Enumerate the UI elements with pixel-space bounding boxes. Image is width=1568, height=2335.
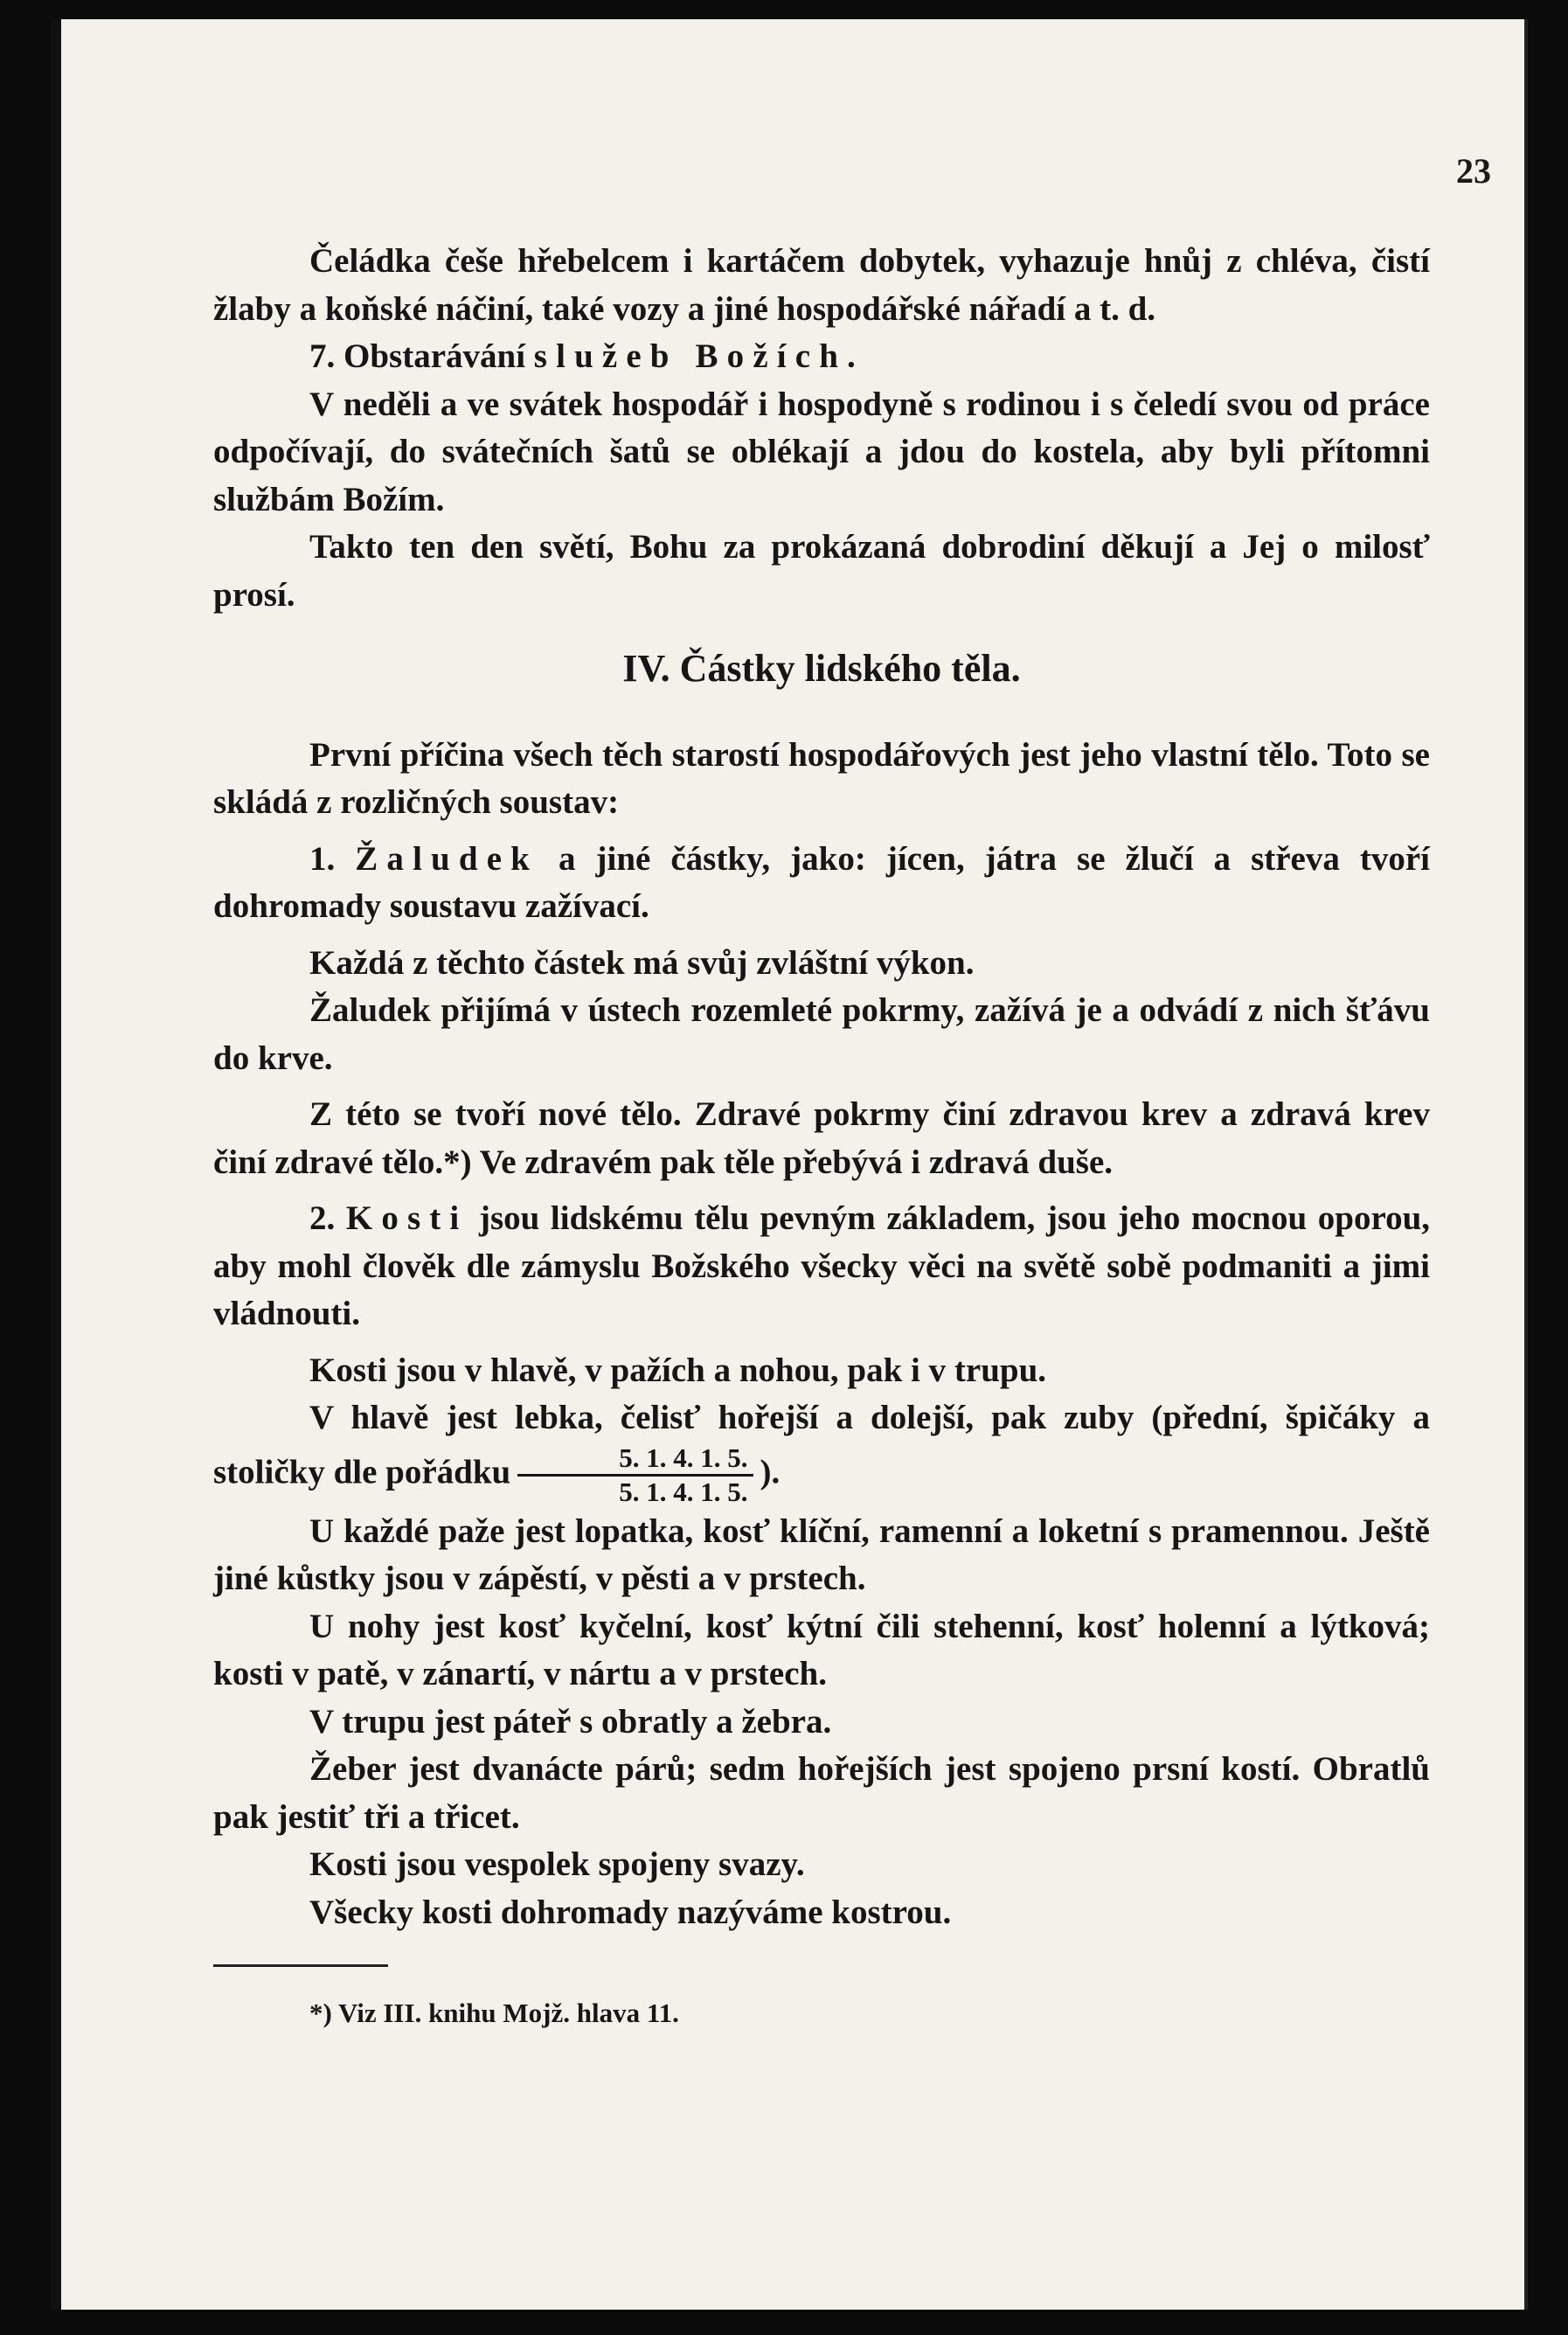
paragraph-head: [213, 1394, 1430, 1508]
section-heading: IV. Částky lidského těla.: [622, 647, 1021, 690]
item-2: [213, 1195, 1430, 1338]
paragraph-ribs: Žeber jest dvanácte párů; sedm hořejších jest spojeno prsní kostí. Obratlů pak jestiť tři a třicet.: [213, 1750, 1430, 1836]
item-2-spaced: Kosti: [345, 1199, 468, 1237]
page-number: 23: [1456, 151, 1491, 191]
page-edge: [1524, 19, 1528, 2310]
item-1-suffix: a jiné částky, jako: jícen, játra se žlučí a střeva tvoří dohromady soustavu zažívací.: [213, 839, 1431, 925]
paragraph-sunday: V neděli a ve svátek hospodář i hospodyně s rodinou i s čeledí svou od práce odpočívají, do svátečních šatů se oblékají a jdou do kostela, aby byli přítomni službám Božím.: [213, 385, 1430, 518]
paragraph-stomach: Žaludek přijímá v ústech rozemleté pokrmy, zažívá je a odvádí z nich šťávu do krve.: [213, 991, 1430, 1077]
item-1-prefix: 1.: [309, 839, 356, 878]
formula-denominator: 5. 1. 4. 1. 5.: [619, 1476, 748, 1507]
paragraph-cause: První příčina všech těch starostí hospodářových jest jeho vlastní tělo. Toto se skládá z rozličných soustav:: [213, 735, 1430, 821]
item-1-spaced: Žaludek: [355, 839, 538, 878]
formula-numerator: 5. 1. 4. 1. 5.: [517, 1442, 753, 1477]
footnote-divider: [213, 1964, 388, 1967]
item-7: [213, 333, 1430, 381]
paragraph-each: Každá z těchto částek má svůj zvláštní výkon.: [309, 943, 975, 982]
footnote: *) Viz III. knihu Mojž. hlava 11.: [309, 1998, 679, 2028]
formula-close: ).: [760, 1452, 781, 1491]
paragraph-thanks: Takto ten den světí, Bohu za prokázaná dobrodiní děkují a Jej o milosť prosí.: [213, 528, 1430, 614]
paragraph-servant: Čeládka češe hřebelcem i kartáčem dobytek, vyhazuje hnůj z chléva, čistí žlaby a koňské náčiní, také vozy a jiné hospodářské nářadí a t. d.: [213, 242, 1430, 328]
paragraph-where: Kosti jsou v hlavě, v pažích a nohou, pak i v trupu.: [309, 1351, 1047, 1389]
paragraph-trunk: V trupu jest páteř s obratly a žebra.: [309, 1702, 832, 1741]
paragraph-head-text: V hlavě jest lebka, čelisť hořejší a dolejší, pak zuby (přední, špičáky a stoličky dle pořádku: [213, 1399, 1430, 1491]
body-text: [213, 238, 1430, 2038]
book-spine: [51, 19, 61, 2310]
paragraph-arm: U každé paže jest lopatka, kosť klíční, ramenní a loketní s pramennou. Ještě jiné kůstky jsou v zápěstí, v pěsti a v prstech.: [213, 1511, 1430, 1597]
item-7-prefix: 7. Obstarávání: [309, 337, 534, 375]
item-2-suffix: jsou lidskému tělu pevným základem, jsou jeho mocnou oporou, aby mohl člověk dle zámyslu Božského všecky věci na světě sobě podmaniti a jimi vládnouti.: [213, 1199, 1431, 1332]
item-2-prefix: 2.: [309, 1199, 346, 1237]
book-page: [51, 19, 1528, 2310]
item-1: [213, 836, 1430, 931]
paragraph-body: Z této se tvoří nové tělo. Zdravé pokrmy činí zdravou krev a zdravá krev činí zdravé tělo.*) Ve zdravém pak těle přebývá i zdravá duše.: [213, 1095, 1430, 1181]
paragraph-joined: Kosti jsou vespolek spojeny svazy.: [309, 1845, 805, 1883]
teeth-formula: [517, 1442, 753, 1508]
item-7-spaced: služeb Božích: [533, 337, 848, 375]
paragraph-leg: U nohy jest kosť kyčelní, kosť kýtní čili stehenní, kosť holenní a lýtková; kosti v patě, v zánartí, v nártu a v prstech.: [213, 1607, 1430, 1692]
item-7-suffix: .: [847, 337, 856, 375]
paragraph-skeleton: Všecky kosti dohromady nazýváme kostrou.: [309, 1893, 952, 1931]
